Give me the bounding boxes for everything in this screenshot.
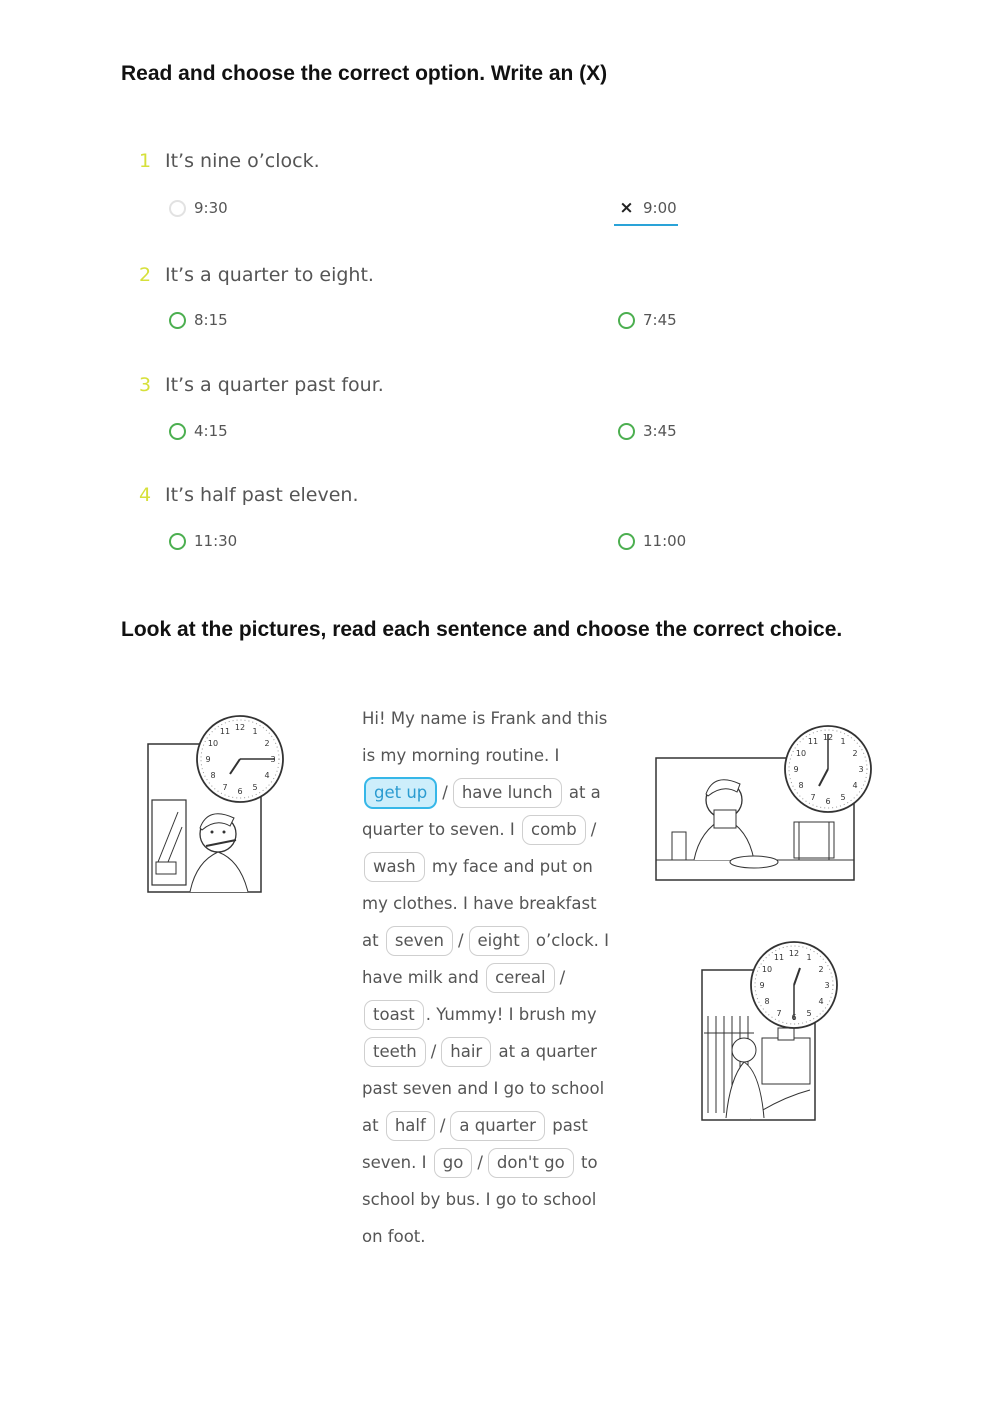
section2-heading: Look at the pictures, read each sentence and choose the correct choice.: [121, 618, 843, 641]
option-label: 4:15: [194, 422, 228, 440]
clock-number: 9: [793, 765, 799, 774]
choice-a-quarter[interactable]: a quarter: [450, 1111, 545, 1141]
clock-number: 6: [237, 787, 243, 796]
option-q2-a[interactable]: [169, 311, 228, 329]
radio-button[interactable]: [618, 533, 635, 550]
question-text: It’s half past eleven.: [165, 484, 359, 506]
slash: /: [559, 968, 566, 987]
option-label: 9:00: [643, 199, 677, 217]
question-number: 1: [139, 150, 152, 172]
story-fragment: at a quarter past seven and I go to school at: [362, 1042, 605, 1135]
radio-button[interactable]: [169, 200, 186, 217]
clock-number: 4: [852, 781, 858, 790]
selected-underline: [614, 224, 678, 226]
clock-number: 7: [810, 793, 816, 802]
clock-number: 9: [205, 755, 211, 764]
question-number: 2: [139, 264, 152, 286]
radio-button[interactable]: [169, 312, 186, 329]
option-label: 3:45: [643, 422, 677, 440]
option-label: 11:00: [643, 532, 687, 550]
question-text: It’s a quarter to eight.: [165, 264, 374, 286]
story-fragment: o’clock. I have milk and: [362, 931, 609, 987]
clock-number: 9: [759, 981, 765, 990]
choice-half[interactable]: half: [386, 1111, 435, 1141]
slash: /: [457, 931, 464, 950]
option-q1-a[interactable]: [169, 199, 228, 217]
choice-seven[interactable]: seven: [386, 926, 453, 956]
option-label: 8:15: [194, 311, 228, 329]
clock-number: 12: [234, 723, 246, 732]
clock-number: 2: [818, 965, 824, 974]
option-q2-b[interactable]: [618, 311, 677, 329]
radio-button[interactable]: [169, 533, 186, 550]
question-text: It’s nine o’clock.: [165, 150, 320, 172]
clock-number: 8: [764, 997, 770, 1006]
question-number: 3: [139, 374, 152, 396]
clock-number: 5: [806, 1009, 812, 1018]
question-text: It’s a quarter past four.: [165, 374, 384, 396]
clock-number: 3: [858, 765, 864, 774]
story-fragment: . Yummy! I brush my: [425, 1005, 597, 1024]
section1-heading: Read and choose the correct option. Write an (X): [121, 62, 608, 85]
clock-number: 3: [824, 981, 830, 990]
clock-number: 6: [825, 797, 831, 806]
story-fragment: past seven. I: [362, 1116, 588, 1172]
clock-number: 3: [270, 755, 276, 764]
choice-go[interactable]: go: [434, 1148, 473, 1178]
clock-number: 11: [219, 727, 231, 736]
choice-cereal[interactable]: cereal: [486, 963, 555, 993]
clock-number: 11: [807, 737, 819, 746]
clock-number: 12: [822, 733, 834, 742]
clock-number: 7: [222, 783, 228, 792]
story-fragment: at a quarter to seven. I: [362, 783, 601, 839]
option-q3-b[interactable]: [618, 422, 677, 440]
slash: /: [430, 1042, 437, 1061]
option-q4-a[interactable]: [169, 532, 237, 550]
clock-number: 5: [252, 783, 258, 792]
clock-number: 8: [210, 771, 216, 780]
slash: /: [442, 783, 448, 802]
choice-comb[interactable]: comb: [522, 815, 586, 845]
clock-number: 1: [252, 727, 258, 736]
clock-number: 10: [761, 965, 773, 974]
clock-number: 1: [806, 953, 812, 962]
choice-teeth[interactable]: teeth: [364, 1037, 426, 1067]
clock-number: 11: [773, 953, 785, 962]
slash: /: [590, 820, 597, 839]
clock-number: 4: [818, 997, 824, 1006]
choice-hair[interactable]: hair: [441, 1037, 491, 1067]
breakfast-picture: [654, 722, 879, 884]
clock-number: 6: [791, 1013, 797, 1022]
option-label: 9:30: [194, 199, 228, 217]
choice-toast[interactable]: toast: [364, 1000, 424, 1030]
radio-button[interactable]: [618, 423, 635, 440]
option-q4-b[interactable]: [618, 532, 686, 550]
choice-eight[interactable]: eight: [469, 926, 529, 956]
story-fragment: Hi! My name is Frank and this is my morning routine. I: [362, 709, 608, 765]
choice-get-up[interactable]: get up: [364, 777, 437, 809]
going-to-school-picture: [700, 938, 845, 1124]
clock-number: 10: [207, 739, 219, 748]
radio-button[interactable]: [618, 312, 635, 329]
story-fragment: to school by bus. I go to school on foot.: [362, 1153, 598, 1246]
clock-number: 12: [788, 949, 800, 958]
clock-number: 2: [264, 739, 270, 748]
clock-number: 8: [798, 781, 804, 790]
slash: /: [439, 1116, 446, 1135]
option-q3-a[interactable]: [169, 422, 228, 440]
clock-number: 4: [264, 771, 270, 780]
brushing-teeth-picture: [146, 712, 291, 896]
clock-number: 5: [840, 793, 846, 802]
choice-wash[interactable]: wash: [364, 852, 425, 882]
clock-number: 2: [852, 749, 858, 758]
clock-number: 10: [795, 749, 807, 758]
option-label: 7:45: [643, 311, 677, 329]
story-text: [362, 700, 612, 1255]
slash: /: [477, 1153, 483, 1172]
choice-have-lunch[interactable]: have lunch: [453, 778, 562, 808]
story-fragment: my face and put on my clothes. I have breakfast at: [362, 857, 597, 950]
clock-number: 1: [840, 737, 846, 746]
clock-number: 7: [776, 1009, 782, 1018]
x-mark-icon[interactable]: ×: [619, 197, 634, 218]
question-number: 4: [139, 484, 152, 506]
option-label: 11:30: [194, 532, 238, 550]
choice-dont-go[interactable]: don't go: [488, 1148, 574, 1178]
radio-button[interactable]: [169, 423, 186, 440]
option-q1-b[interactable]: [618, 199, 677, 217]
